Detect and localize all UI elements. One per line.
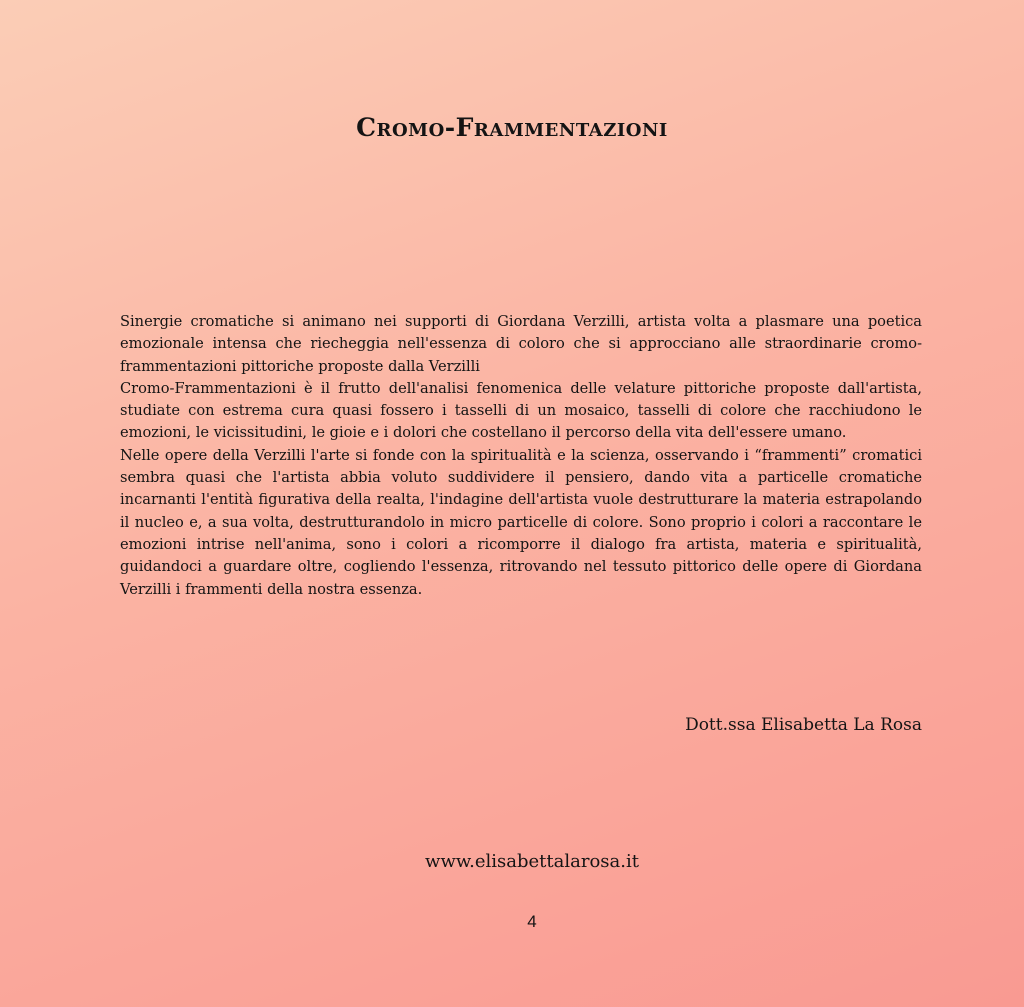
website-url: www.elisabettalarosa.it — [425, 851, 639, 872]
page-number: 4 — [527, 912, 537, 931]
body-text — [120, 311, 922, 601]
paragraph: Nelle opere della Verzilli l'arte si fonde con la spiritualità e la scienza, osservando i “frammenti” cromatici sembra quasi che l'artista abbia voluto suddividere il pensiero, dando vita a particelle cromatiche incarnanti l'entità figurativa della realta, l'indagine dell'artista vuole destrutturare la materia estrapolando il nucleo e, a sua volta, destrutturandolo in micro particelle di colore. Sono proprio i colori a raccontare le emozioni intrise nell'anima, sono i colori a ricomporre il dialogo fra artista, materia e spiritualità, guidandoci a guardare oltre, cogliendo l'essenza, ritrovando nel tessuto pittorico delle opere di Giordana Verzilli i frammenti della nostra essenza. — [120, 446, 922, 598]
author-signature: Dott.ssa Elisabetta La Rosa — [685, 715, 922, 735]
page-title: Cromo-Frammentazioni — [356, 113, 668, 142]
paragraph: Cromo-Frammentazioni è il frutto dell'analisi fenomenica delle velature pittoriche proposte dall'artista, studiate con estrema cura quasi fossero i tasselli di un mosaico, tasselli di colore che racchiudono le emozioni, le vicissitudini, le gioie e i dolori che costellano il percorso della vita dell'essere umano. — [120, 379, 922, 442]
paragraph: Sinergie cromatiche si animano nei supporti di Giordana Verzilli, artista volta a plasmare una poetica emozionale intensa che riecheggia nell'essenza di coloro che si approcciano alle straordinarie cromo-frammentazioni pittoriche proposte dalla Verzilli — [120, 313, 922, 375]
